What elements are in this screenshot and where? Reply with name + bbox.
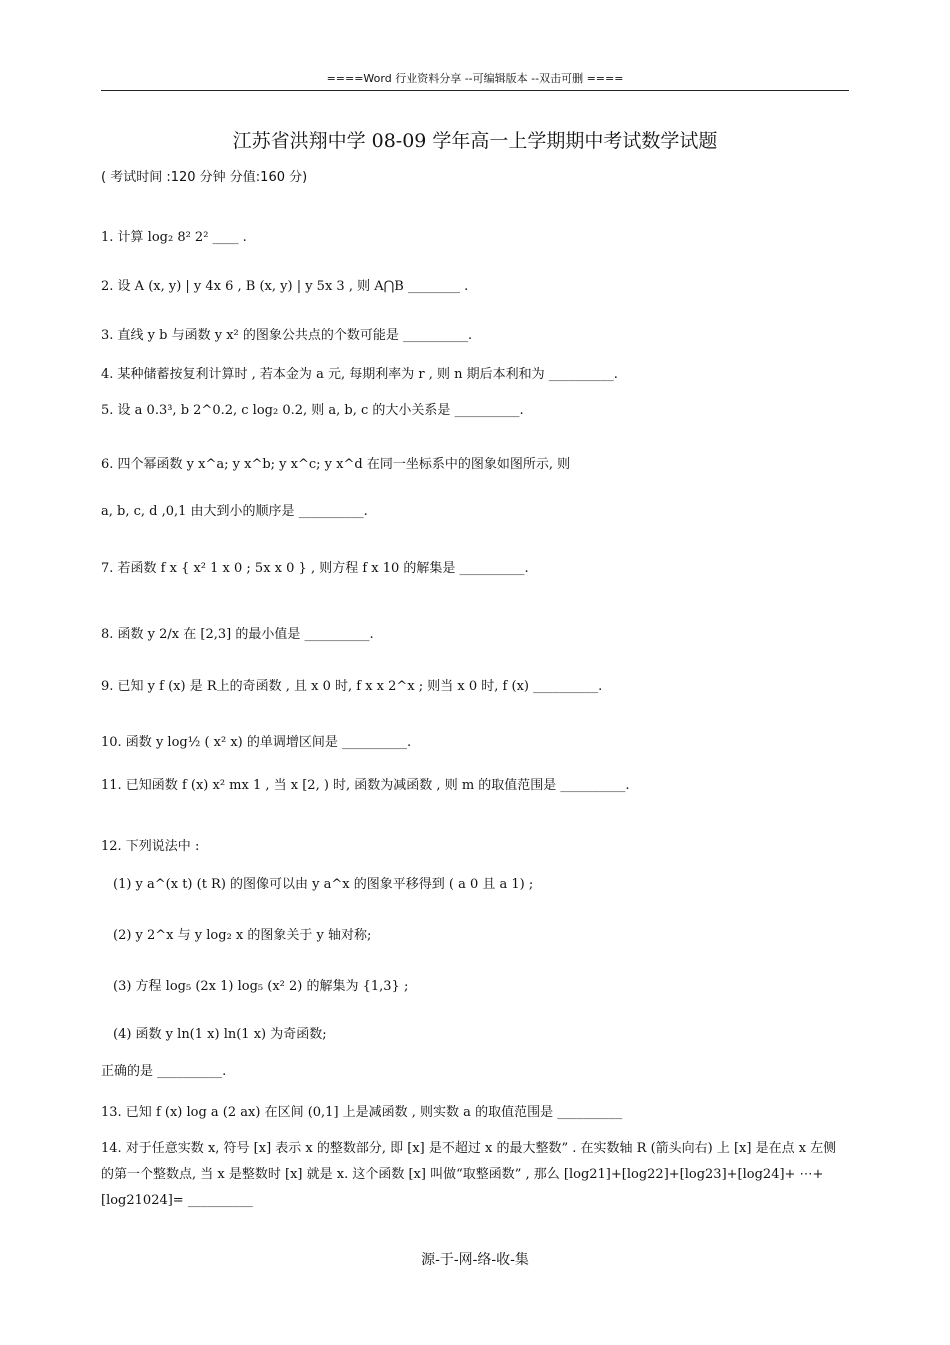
question-14: 14. 对于任意实数 x, 符号 [x] 表示 x 的整数部分, 即 [x] 是不超过 x 的最大整数” . 在实数轴 R (箭头向右) 上 [x] 是在点 x 左侧的第一个整数点, 当 x 是整数时 [x] 就是 x. 这个函数 [x] 叫做“取整函数” , 那么 [log21]+[log22]+[log23]+[log24]+ ⋯+[log21024]= __________ <box>101 1141 837 1208</box>
document-header: ====Word 行业资料分享 --可编辑版本 --双击可删 ==== <box>326 72 624 85</box>
exam-info: ( 考试时间 :120 分钟 分值:160 分) <box>101 170 308 185</box>
question-11: 11. 已知函数 f (x) x² mx 1 , 当 x [2, ) 时, 函数为减函数 , 则 m 的取值范围是 __________. <box>101 778 630 793</box>
question-8: 8. 函数 y 2/x 在 [2,3] 的最小值是 __________. <box>101 627 374 642</box>
question-3: 3. 直线 y b 与函数 y x² 的图象公共点的个数可能是 __________. <box>101 328 473 343</box>
question-9: 9. 已知 y f (x) 是 R上的奇函数 , 且 x 0 时, f x x 2^x ; 则当 x 0 时, f (x) __________. <box>101 679 603 694</box>
question-6: 6. 四个幂函数 y x^a; y x^b; y x^c; y x^d 在同一坐标系中的图象如图所示, 则 <box>101 457 571 472</box>
header-divider <box>101 90 849 91</box>
question-12-item-1: (1) y a^(x t) (t R) 的图像可以由 y a^x 的图象平移得到 ( a 0 且 a 1) ; <box>113 877 534 892</box>
question-12: 12. 下列说法中 : <box>101 839 200 854</box>
question-12-item-4: (4) 函数 y ln(1 x) ln(1 x) 为奇函数; <box>113 1027 327 1042</box>
page-title: 江苏省洪翔中学 08-09 学年高一上学期期中考试数学试题 <box>232 130 718 152</box>
question-4: 4. 某种储蓄按复利计算时 , 若本金为 a 元, 每期利率为 r , 则 n 期后本利和为 __________. <box>101 367 618 382</box>
question-10: 10. 函数 y log½ ( x² x) 的单调增区间是 __________. <box>101 735 412 750</box>
page-footer: 源-于-网-络-收-集 <box>421 1252 529 1268</box>
question-13: 13. 已知 f (x) log a (2 ax) 在区间 (0,1] 上是减函数 , 则实数 a 的取值范围是 __________ <box>101 1105 623 1120</box>
question-2: 2. 设 A (x, y) | y 4x 6 , B (x, y) | y 5x 3 , 则 A⋂B ________ . <box>101 279 469 294</box>
question-12-answer: 正确的是 __________. <box>101 1064 227 1079</box>
question-7: 7. 若函数 f x { x² 1 x 0 ; 5x x 0 } , 则方程 f x 10 的解集是 __________. <box>101 561 529 576</box>
question-12-item-2: (2) y 2^x 与 y log₂ x 的图象关于 y 轴对称; <box>113 928 372 943</box>
question-6-continued: a, b, c, d ,0,1 由大到小的顺序是 __________. <box>101 504 368 519</box>
question-5: 5. 设 a 0.3³, b 2^0.2, c log₂ 0.2, 则 a, b, c 的大小关系是 __________. <box>101 403 524 418</box>
question-12-item-3: (3) 方程 log₅ (2x 1) log₅ (x² 2) 的解集为 {1,3} ; <box>113 979 409 994</box>
question-1: 1. 计算 log₂ 8² 2² ____ . <box>101 230 247 245</box>
